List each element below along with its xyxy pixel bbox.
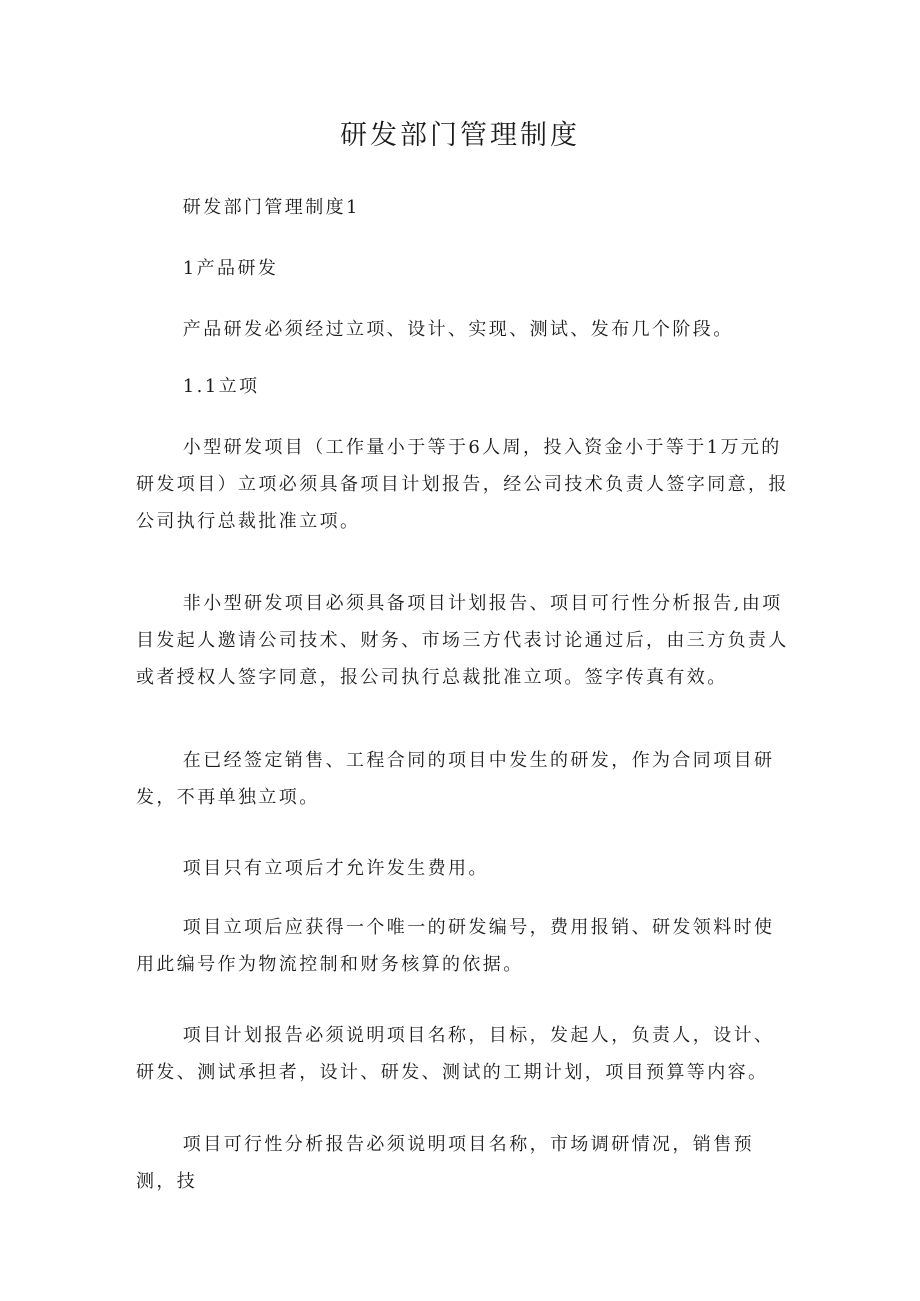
paragraph-non-small-projects: 非小型研发项目必须具备项目计划报告、项目可行性分析报告,由项目发起人邀请公司技术、财务、市场三方代表讨论通过后，由三方负责人或者授权人签字同意，报公司执行总裁批准立项。签字传真有效。 — [136, 593, 789, 688]
paragraph-contract-projects: 在已经签定销售、工程合同的项目中发生的研发，作为合同项目研发，不再单独立项。 — [136, 750, 775, 808]
paragraph-heading-project-approval: 1.1立项 — [182, 376, 260, 397]
document-title: 研发部门管理制度 — [340, 120, 580, 151]
paragraph-project-plan-report: 项目计划报告必须说明项目名称，目标，发起人，负责人，设计、研发、测试承担者，设计、研发、测试的工期计划，项目预算等内容。 — [136, 1025, 775, 1083]
paragraph-small-projects: 小型研发项目（工作量小于等于6人周，投入资金小于等于1万元的研发项目）立项必须具备项目计划报告，经公司技术负责人签字同意，报公司执行总裁批准立项。 — [136, 437, 789, 532]
paragraph-feasibility-report: 项目可行性分析报告必须说明项目名称，市场调研情况，销售预测，技 — [136, 1134, 754, 1192]
paragraph-cost-after-approval: 项目只有立项后才允许发生费用。 — [182, 858, 489, 879]
paragraph-rd-stages: 产品研发必须经过立项、设计、实现、测试、发布几个阶段。 — [182, 319, 734, 340]
paragraph-project-number: 项目立项后应获得一个唯一的研发编号，费用报销、研发领料时使用此编号作为物流控制和财务核算的依据。 — [136, 917, 775, 975]
paragraph-section-heading: 研发部门管理制度1 — [182, 197, 360, 218]
paragraph-heading-product-rd: 1产品研发 — [182, 258, 279, 279]
